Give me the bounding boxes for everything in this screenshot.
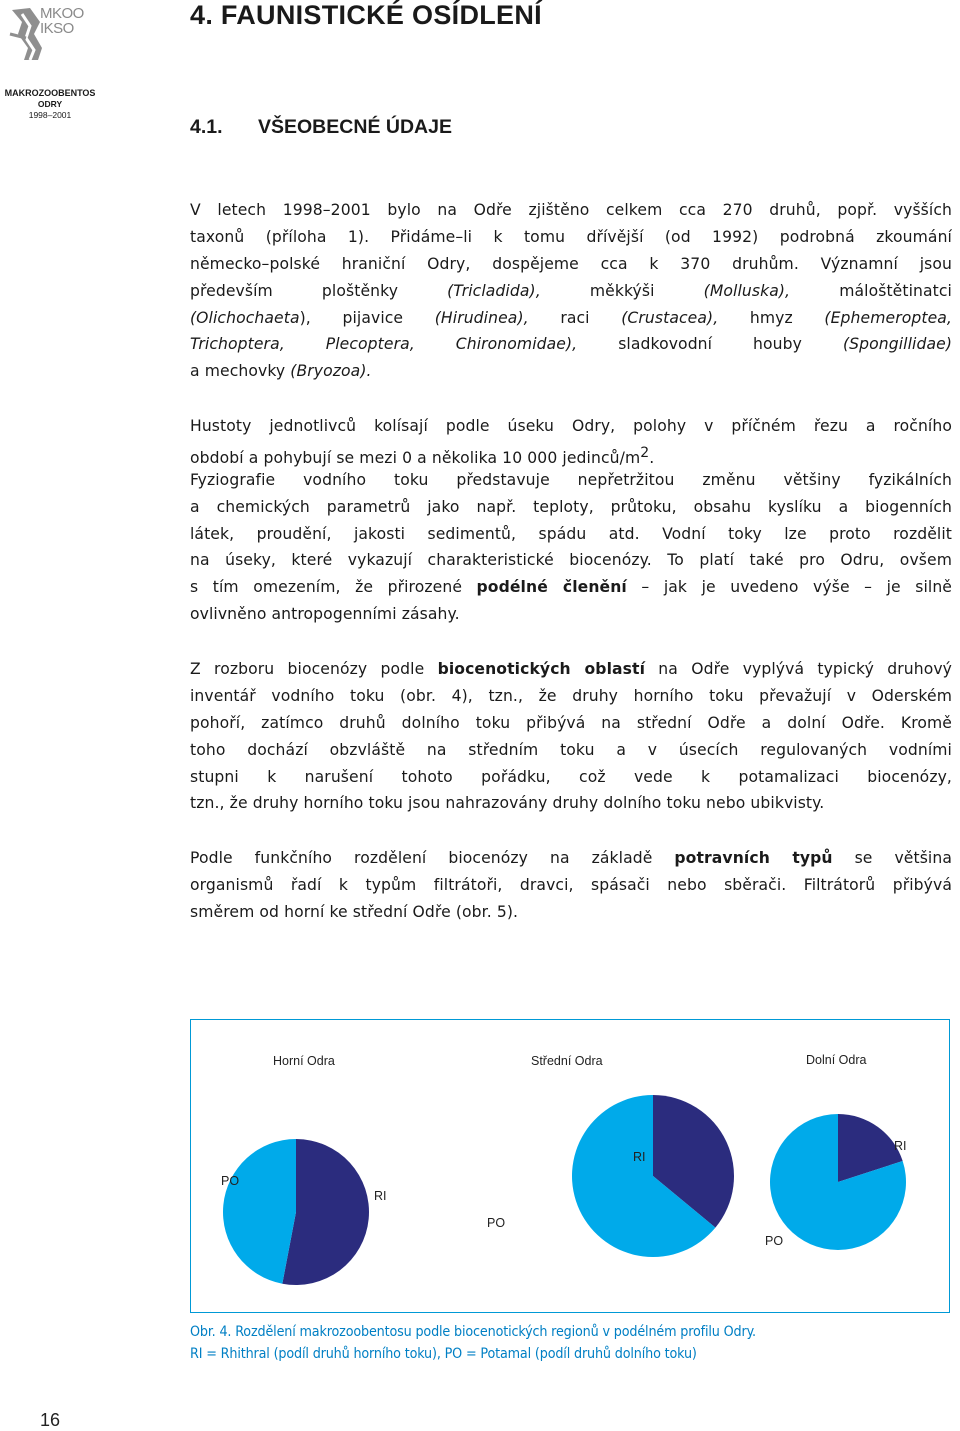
pie-slice-po-upper [223,1139,296,1284]
text-line: Fyziografie vodního toku představuje nepřetržitou změnu většiny fyzikálních [190,470,952,489]
text-line: směrem od horní ke střední Odře (obr. 5). [190,902,519,921]
text-span: s tím omezením, že přirozené [190,578,477,597]
text-line: pohoří, zatímco druhů dolního toku přibývá na střední Odře a dolní Odře. Kromě [190,713,952,732]
section-number: 4.1. [190,116,223,138]
text-line: V letech 1998–2001 bylo na Odře zjištěno celkem cca 270 druhů, popř. vyšších [190,201,952,219]
bold-term: biocenotických oblastí [437,660,646,678]
text-line: stupni k narušení tohoto pořádku, což vede k potamalizaci biocenózy, [190,767,952,786]
logo-years: 1998–2001 [28,110,72,120]
pie-label-ri-lower: RI [894,1139,907,1153]
text-span: období a pohybují se mezi 0 a několika 10 000 jedinců/m [190,449,641,467]
text-line: organismů řadí k typům filtrátoři, dravci, spásači nebo sběrači. Filtrátorů přibývá [190,875,952,894]
superscript: 2 [640,444,650,461]
text-span: na Odře vyplývá typický druhový [645,660,952,678]
text-line: toho dochází obzvláště na středním toku a v úsecích regulovaných vodními [190,740,952,759]
figure-frame [190,1019,950,1313]
pie-label-ri-upper: RI [374,1189,387,1203]
text-line: (Olichochaeta), pijavice (Hirudinea), raci (Crustacea), hmyz (Ephemeroptea, [190,308,952,327]
paragraph-density [190,413,952,628]
text-line: tzn., že druhy horního toku jsou nahrazovány druhy dolního toku nebo ubikvisty. [190,794,825,813]
text-line: látek, proudění, jakosti sedimentů, spádu atd. Vodní toky lze proto rozdělit [190,524,952,543]
text-line: na úseky, které vykazují charakteristické biocenózy. To platí také pro Odru, ovšem [190,551,952,570]
paragraph-regions [190,656,952,817]
text-line: taxonů (příloha 1). Přidáme–li k tomu dřívější (od 1992) podrobná zkoumání [190,227,952,246]
text-line: inventář vodního toku (obr. 4), tzn., že druhy horního toku převažují v Oderském [190,686,952,705]
pie-label-ri-middle: RI [633,1150,646,1164]
text-span: se většina [832,849,952,867]
pie-label-po-lower: PO [765,1234,784,1248]
section-heading [190,116,452,139]
pie-title-middle: Střední Odra [531,1054,603,1068]
pie-title-lower: Dolní Odra [806,1053,867,1067]
page-number: 16 [40,1410,61,1430]
text-line: ovlivněno antropogenními zásahy. [190,605,460,624]
bold-term: potravních typů [674,849,833,867]
logo-title: MAKROZOOBENTOS [4,88,96,98]
text-span: Podle funkčního rozdělení biocenózy na základě [190,849,675,867]
pie-title-upper: Horní Odra [273,1054,335,1068]
bold-term: podélné členění [476,578,627,597]
chapter-heading: 4. FAUNISTICKÉ OSÍDLENÍ [190,0,542,30]
paragraph-overview [190,197,952,385]
logo-subtitle: ODRY [37,99,63,109]
text-line [190,656,952,683]
text-span: Z rozboru biocenózy podle [190,660,438,678]
text-span: – jak je uvedeno výše – je silně [626,578,952,597]
figure-caption-line2: RI = Rhithral (podíl druhů horního toku), PO = Potamal (podíl druhů dolního toku) [190,1346,697,1362]
text-line [190,574,952,601]
paragraph-feeding [190,845,952,926]
text-span: . [649,449,655,467]
text-line: německo–polské hraniční Odry, dospějeme cca k 370 druhům. Významní jsou [190,254,952,273]
text-line: Trichoptera, Plecoptera, Chironomidae), sladkovodní houby (Spongillidae) [190,335,952,354]
pie-label-po-upper: PO [221,1174,240,1188]
text-line: především ploštěnky (Tricladida), měkkýši (Molluska), máloštětinatci [190,281,952,300]
text-line [190,845,952,872]
text-line [190,440,952,467]
figure-caption-line1: Obr. 4. Rozdělení makrozoobentosu podle biocenotických regionů v podélném profilu Odry. [190,1324,756,1340]
text-line: a mechovky (Bryozoa). [190,362,372,381]
text-line: Hustoty jednotlivců kolísají podle úseku Odry, polohy v příčném řezu a ročního [190,417,952,435]
section-title: VŠEOBECNÉ ÚDAJE [258,116,452,138]
pie-label-po-middle: PO [487,1216,506,1230]
text-line: a chemických parametrů jako např. teploty, průtoku, obsahu kyslíku a biogenních [190,497,952,516]
logo-letters: MKOO IKSO [40,5,84,37]
